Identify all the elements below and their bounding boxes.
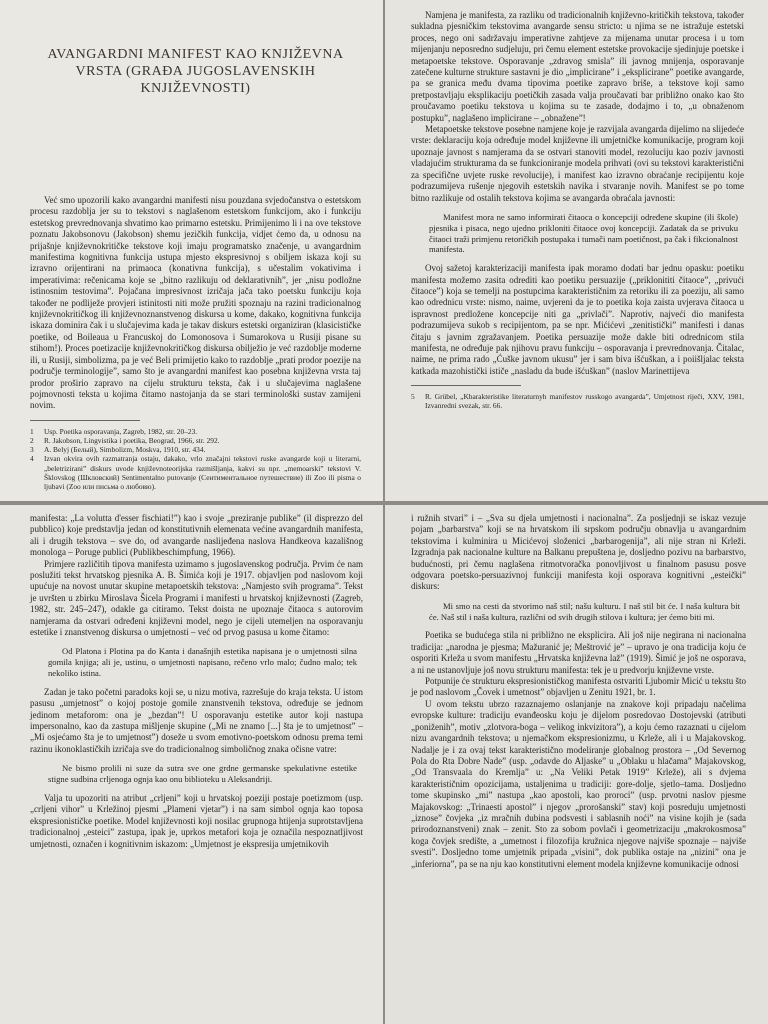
body-paragraph: i ružnih stvari” i – „Sva su djela umjetnosti i nacionalna”. Za posljednji se iskaz vezuje pojam „barbarstva” koji se na hrvatskom ili srpskom području obnavlja u avangardnim tekstovima i kulminira u Micićevoj složenici „barbarogenija”, ali nije stran ni Krleži. Izgradnja pak nacionalne kulture na Balkanu prepuštena je, dosljedno pozivu na barbarstvo, budućnosti, pri čemu naglašena ritmotvoračka ponovljivost u finalnom pasusu posve odgovara poetsko-persuazivnoj funkciji manifesta koji osporava kognitivni „esteički” diskurs: [411, 513, 746, 592]
body-paragraph: Metapoetske tekstove posebne namjene koje je razvijala avangarda dijelimo na slijedeće vrste: deklaraciju koja određuje model književne ili umjetničke komunikacije, program koji upoznaje javnost s namjerama da se ostvari stanoviti model, rezoluciju kao poziv javnosti vladajućim strukturama da se funkcioniranje modela prihvati (ovi su tekstovi karakteristični za specifične uvjete ruske revolucije), i manifest kao izravno obraćanje recipijentu koje podrazumijeva rušenje njegovih estetskih navika i stvaranje novih. Manifest se po tome bitno razlikuje od ostalih tekstova kojima se avangarda obraćala javnosti: [411, 124, 744, 203]
block-quote: Ne bismo prolili ni suze da sutra sve one grdne germanske spekulativne estetike stigne sudbina crljenoga ognja kao onu biblioteku u Aleksandriji. [48, 763, 357, 785]
body-paragraph: Namjena je manifesta, za razliku od tradicionalnih književno-kritičkih tekstova, također sukladna pjesničkim tekstovima avangarde sensu stricto: u njima se ne istražuje estetski proces, nego oni sadržavaju imperativne zahtjeve za mijenama unutar procesa i u tom mijenjanju neposredno sudjeluju, pri čemu element estetske provokacije sjedinjuje poetske i metapoetske tekstove. Osporavanje „zdravog smisla” ili javnog mnijenja, osporavanje zatečene kulturne strukture sastavni je dio „implicirane” i „eksplicirane” poetike avangarde, pa se granica među dvama tipovima poetike zapravo briše, a tekstove koji samo pretpostavljaju eksplikaciju poetičkih zasada valja proučavati bar približno onako kao što proučavamo poetiku tekstova u kojima su te zasade, dodajmo i to, „u obnaženom postupku”, naglašeno implicirane – „obnažene”! [411, 10, 744, 123]
chapter-title: AVANGARDNI MANIFEST KAO KNJIŽEVNA VRSTA (GRAĐA JUGOSLAVENSKIH KNJIŽEVNOSTI) [47, 47, 344, 96]
body-paragraph: Ovoj sažetoj karakterizaciji manifesta ipak moramo dodati bar jednu opasku: poetiku manifesta možemo zasita odrediti kao poetiku persuazije („priklonititi čitaoce”, „privući čitaoce”) koja se temelji na postupcima karakterističnim za retoriku ili za poeziju, ali samo kao odrednicu vrste: nismo, naime, uvjereni da je to poetika koja zaista uvjerava čitaoca u ispravnost predložene koncepcije niti ga „privlači”. Naprotiv, najveći dio manifesta podrazumijeva sukob s recipijentom, pa se npr. Mićićevi „zenitistički” manifesti i danas čitaju s javnim zgražavanjem. Poetika persuazije može dakle biti odrednicom stila manifesta, ne određuje pak njihovu pravu funkciju – osporavanja i prevrednovanja. Čitalac, naime, ne prima rado „Ćuške javnom ukusu” jer i sam biva išćuškan, a i poiišljalac teksta katkada mazohistički ističe „nasladu da bude išćuškan” (naslov Marinettijeva [411, 263, 744, 376]
footnote-rule [411, 385, 521, 386]
footnote-list [30, 427, 361, 491]
page-top-left [0, 0, 383, 501]
body-paragraph: Potpunije će strukturu ekspresionističkog manifesta ostvariti Ljubomir Micić u tekstu što je pod naslovom „Čovek i umetnost” objavljen u Zenitu 1921, br. 1. [411, 676, 746, 698]
body-paragraph: Već smo upozorili kako avangardni manifesti nisu pouzdana svjedočanstva o estetskom procesu razdoblja jer su to tekstovi s naglašenom estetskom funkcijom, ako i funkciju estetskog prevrednovanja shvatimo kao primarno estetsku. Primijenimo li i na ove tekstove poznatu Jakobsonovu (Jakobson) shemu jezičkih funkcija, vidjet ćemo da, u odnosu na prijašnje književnokritičke tekstove koji imaju programatsko značenje, u avangardnim manifestima kognitivna funkcija ustupa mjesto ekspresivnoj s obiljem iskaza koji su izravno orijentirani na primaoca (konativna funkcija), s učestalim vokativima i imperativima: rečenicama koje se „bitno razlikuju od deklarativnih”, jer „nisu podložne istinosnim testovima”. Pojačana impresivnost izričaja jača tako poetsku funkciju koja također ne podliježe provjeri istinitosti niti može pružiti spoznaju na razini tradicionalnog književnokritičkog ili književnoznanstvenog diskursa u kome, dakako, kognitivna funkcija iskaza dominira čak i u slučajevima kada je takav diskurs estetski organiziran (klasicističke poetike, od Boileaua u Francuskoj do Lomonosova i Sumarokova u Rusiji pisane su stihom!). Proces poetizacije književnokritičkog diskursa obilježio je već razdoblje moderne ili, u Rusiji, simbolizma, pa je već Beli primijetio kako to razdoblje „prati prodor poezije na područje terminologije”, samo što je avangardni manifest kao posebna književna vrsta taj prodor proširio zapravo na cijelu strukturu teksta, čak i u slučajevima naglašene pojmovnosti teksta u kojima čitamo nastojanja da se stari terminološki sustav zamijeni novim. [30, 195, 361, 411]
body-paragraph: Poetika se budućega stila ni približno ne eksplicira. Ali još nije negirana ni nacionalna tradicija: „narodna je pjesma; Mažuranić je; Meštrović je” – upravo je ona tradicija koju će osporiti Krleža u svom manifestu „Hrvatska književna laž” (1919). Šimić je još ne osporava, a ni ne ustanovljuje još novu strukturu manifesta: tek je u predvorju književne vrste. [411, 630, 746, 675]
page-bottom-left [0, 505, 383, 1024]
footnote: 4 Izvan okvira ovih razmatranja ostaju, dakako, vrlo značajni tekstovi ruske avangarde koji u literarni, „beletrizirani” diskurs uvode književnoteorijska razmišljanja, kakvi su npr. „memoarski” tekstovi V. Šklovskog (Шкловский) Sentimentalno putovanje (Сентиментальное путешествие) ili Zoo ili pisma o ljubavi (Zoo или письма о любовю). [30, 454, 361, 491]
footnote-list [411, 392, 744, 410]
page-top-right [385, 0, 768, 501]
body-paragraph: U ovom tekstu ubrzo razaznajemo oslanjanje na znakove koji pripadaju načelima evropske kulture: tradiciju evanđeosku koju je dijelom posredovao Dostojevski (atributi „poniženih”, motiv „zlotvora-boga – velikog inkvizitora”), a koju ćemo razaznati u cijelom nizu avangardnih tekstova; u njemačkom ekspresionizmu, u Krleže, ali i u Majakovskog. Nadalje je i za ovaj tekst karakteristično modeliranje globalnog prostora – „Od Severnog Pola do Rta Dobre Nade” (usp. „odavde do Aljaske” u „Oblaku u hlačama” Majakovskog, „Od Transvaala do Kremlja” u: „Na Veliki Petak 1919” Krleže), ali s dvjema karakterističnim opozicijama, ustaljenima u tradiciji: gore-dolje, sjetlo–tama. Dosljedno tome skupinsko „mi” nastupa „kao apostoli, kao proroci” (usp. prvotni naslov pjesme Majakovskog: „Trinaesti apostol” i njegov „prorošanski” stav) koji posreduju umjetnosti „iznose” čovjeka „iz mračnih dubina podsvesti i sablasnih noći” na visine kojih je (sada prirodoznanstveni) znak – zenit. Sto za sobom povlači i geometrizaciju „makrokosmosa” koga čovjek središte, a „umetnost i filozofija kružnica njegove najviše spoznaje – najviše svesti”. Dosljedno tome umjetnik pripada „visini”, dok publika ostaje na „nizini” ona je „inferiorna”, pa se na nju kao konstitutivni element modela književne komunikacije odnosi [411, 698, 746, 869]
body-paragraph: manifesta: „La volutta d'esser fischiati!”) kao i svoje „preziranje publike” (il disprezzo del pubblico) koje predstavlja jedan od konstitutivnih elemenata većine avangardnih manifesta, ali i drugih tekstova – sve do, od avangarde naslijeđena naslova Handkeova kazališnog monologa – Poruge publici (Publikbeschimpfung, 1966). [30, 513, 363, 558]
block-quote: Manifest mora ne samo informirati čitaoca o koncepciji određene skupine (ili škole) pjesnika i pisaca, nego ujedno prikloniti čitaoce ovoj koncepciji. Zadatak da se privuku čitaoci traži primjenu retoričkih postupaka i tumači nam poetičnost, pa čak i fikcionalnost manifesta. [429, 211, 738, 255]
block-quote: Mi smo na cesti da stvorimo naš stil; našu kulturu. I naš stil bit će. I naša kultura bit će. Naš stil i naša kultura, različni od svih drugih stilova i kultura; jer ćemo biti mi. [429, 600, 740, 622]
footnote: 5 R. Grübel, „Kbarakteristike literaturnyh manifestov russkogo avangarda”, Umjetnost riječi, XXV, 1981, Izvanredni svezak, str. 66. [411, 392, 744, 411]
footnote: 3 A. Belyj (Белый), Simbolizm, Moskva, 1910, str. 434. [30, 445, 206, 455]
body-paragraph: Valja tu upozoriti na atribut „crljeni” koji u hrvatskoj poeziji postaje poetizmom (usp. „crljeni vihor” u Krležinoj pjesmi „Plameni vjetar”) i na sam simbol ognja kao toposa ekspresionističke poetike. Model književnosti koji nosilac grupnoga htijenja suprotstavljena tradicionalnoj „esteici” zastupa, ipak je, uprkos metafori koja je označila nespoznatljivost umjetnosti, označen i kognitivnim iskazom: „Umjetnost je ekspresija umjetnikovih [30, 792, 363, 849]
block-quote: Od Platona i Plotina pa do Kanta i današnjih estetika napisana je o umjetnosti silna gomila knjiga; ali je, ustinu, o umjetnosti napisano, rečeno vrlo malo; čudno malo; tek nekoliko istina. [48, 646, 357, 679]
footnote: 2 R. Jakobson, Lingvistika i poetika, Beograd, 1966, str. 292. [30, 435, 220, 445]
body-paragraph: Zadan je tako početni paradoks koji se, u nizu motiva, razrešuje do kraja teksta. U istom pasusu „umjetnost” o kojoj postoje gomile znanstvenih tekstova, određuje se jednom jedinom metaforom: ona je „bezdan”! U osporavanju estetike autor koji nastupa impersonalno, kao da zastupa mišljenje skupine („Mi ne znamo [...] šta je to umjetnost” – „Mi osjećamo šta je to umjetnost”) doseže u svom emotivno-poetskom odnosu prema temi razinu ikonoklastičkih izričaja sve do tradicionalnog simboličnog znaka očisne vatre: [30, 686, 363, 754]
page-bottom-right [385, 505, 768, 1024]
body-paragraph: Primjere različitih tipova manifesta uzimamo s jugoslavenskog područja. Prvim će nam poslužiti tekst hrvatskog pjesnika A. B. Šimića koji je 1917. objavljen pod naslovom koji upućuje na novost unutar skupine metapoetskih tekstova: „Namjesto svih programa”. Tekst je uvršten u zbirku Miroslava Šicela Programi i manifesti u hrvatskoj književnosti (Zagreb, 1982, str. 245–247), odakle ga citiramo. Tekst doista ne upoznaje čitaoca s autorovim namjerama da ostvari određeni književni model, nego je cijeli utemeljen na osporavanju estetike i znanstvenog diskursa o umjetnosti – već od prvog pasusa u kome čitamo: [30, 558, 363, 638]
footnote-rule [30, 420, 140, 421]
footnote: 1 Usp. Poetika osporavanja, Zagreb, 1982, str. 20–23. [30, 426, 198, 436]
